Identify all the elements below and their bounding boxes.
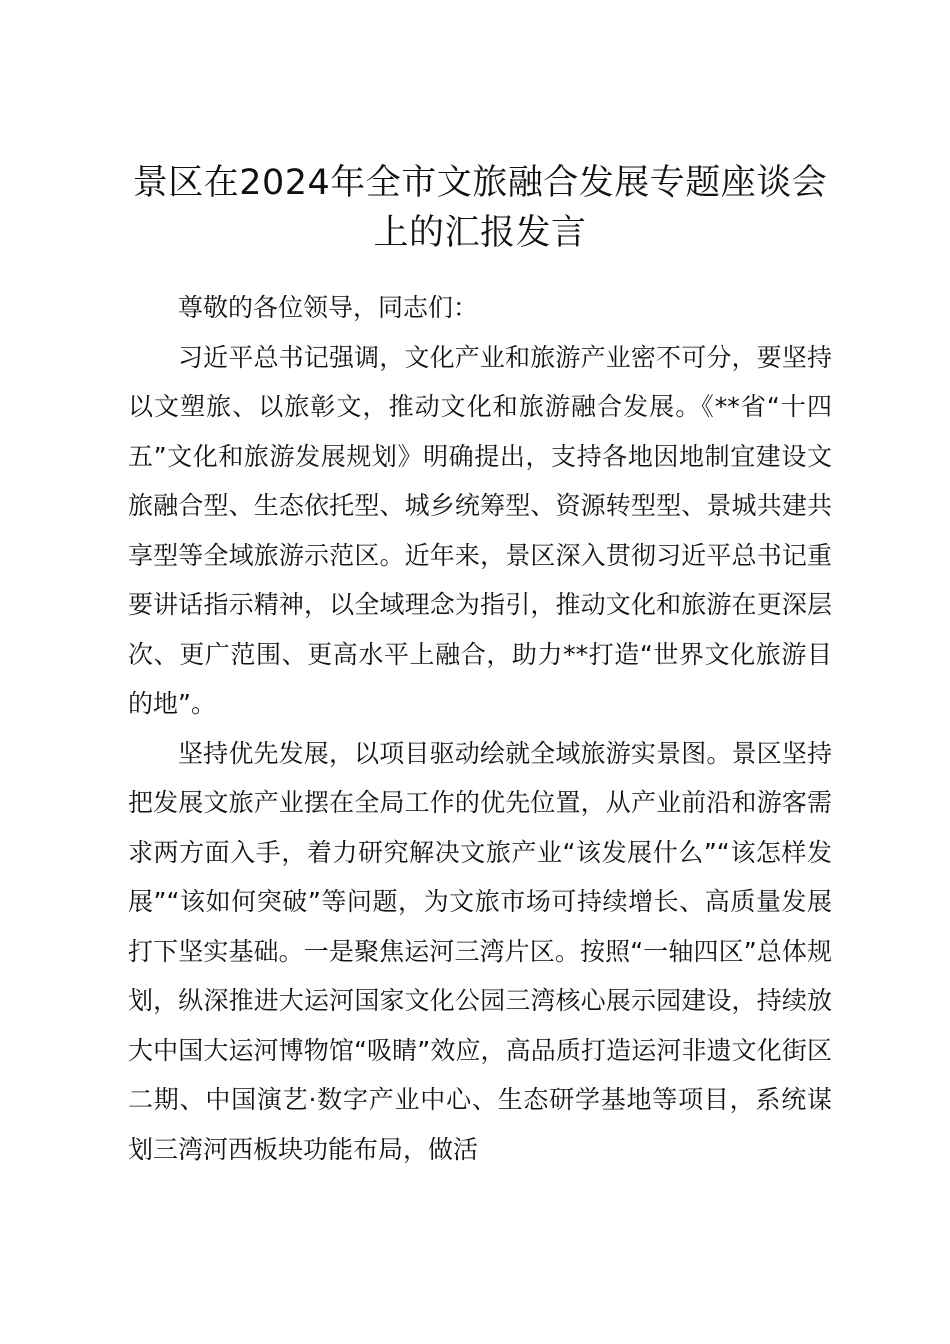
paragraph-intro: 习近平总书记强调，文化产业和旅游产业密不可分，要坚持以文塑旅、以旅彰文，推动文化和旅游融合发展。《**省“十四五”文化和旅游发展规划》明确提出，支持各地因地制宜建设文旅融合型、生态依托型、城乡统筹型、资源转型型、景城共建共享型等全域旅游示范区。近年来，景区深入贯彻习近平总书记重要讲话指示精神，以全域理念为指引，推动文化和旅游在更深层次、更广范围、更高水平上融合，助力**打造“世界文化旅游目的地”。 [128,342,832,718]
paragraph-priority-development: 坚持优先发展，以项目驱动绘就全域旅游实景图。景区坚持把发展文旅产业摆在全局工作的优先位置，从产业前沿和游客需求两方面入手，着力研究解决文旅产业“该发展什么”“该怎样发展”“该如何突破”等问题，为文旅市场可持续增长、高质量发展打下坚实基础。一是聚焦运河三湾片区。按照“一轴四区”总体规划，纵深推进大运河国家文化公园三湾核心展示园建设，持续放大中国大运河博物馆“吸睛”效应，高品质打造运河非遗文化街区二期、中国演艺·数字产业中心、生态研学基地等项目，系统谋划三湾河西板块功能布局，做活 [128,738,832,1164]
document-body [128,283,832,1174]
salutation: 尊敬的各位领导，同志们： [178,293,479,322]
document-title: 景区在2024年全市文旅融合发展专题座谈会上的汇报发言 [132,163,828,253]
